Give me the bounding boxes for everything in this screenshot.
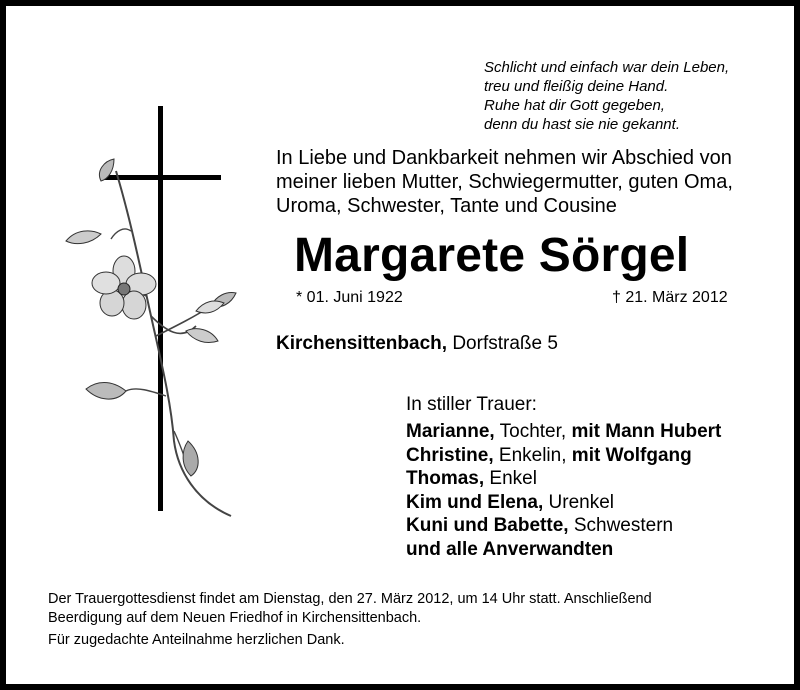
mourner-row bbox=[406, 538, 721, 562]
poem-line: denn du hast sie nie gekannt. bbox=[484, 116, 680, 133]
intro-line: meiner lieben Mutter, Schwiegermutter, guten Oma, bbox=[276, 171, 733, 193]
service-line: Beerdigung auf dem Neuen Friedhof in Kirchensittenbach. bbox=[48, 610, 422, 626]
poem-line: Ruhe hat dir Gott gegeben, bbox=[484, 97, 665, 114]
mourner-name: Kuni und Babette, bbox=[406, 515, 569, 536]
thanks-text: Für zugedachte Anteilnahme herzlichen Dank. bbox=[48, 632, 345, 648]
intro-line: Uroma, Schwester, Tante und Cousine bbox=[276, 195, 617, 217]
mourner-name: und alle Anverwandten bbox=[406, 538, 614, 560]
mourner-relation: Schwestern bbox=[573, 515, 674, 536]
mourner-relation: Enkel bbox=[489, 468, 537, 489]
address-place: Kirchensittenbach, bbox=[276, 333, 448, 354]
poem-line: Schlicht und einfach war dein Leben, bbox=[484, 59, 730, 76]
birth-date: * 01. Juni 1922 bbox=[296, 289, 403, 306]
mourner-extra: mit Wolfgang bbox=[571, 444, 692, 466]
death-date: † 21. März 2012 bbox=[612, 289, 728, 306]
mourners-list bbox=[406, 420, 721, 561]
address bbox=[276, 333, 558, 355]
address-street: Dorfstraße 5 bbox=[452, 333, 558, 354]
mourner-name: Kim und Elena, bbox=[406, 491, 544, 513]
poem bbox=[484, 58, 774, 134]
cross-with-flower-icon bbox=[56, 101, 256, 531]
mourner-name: Christine, bbox=[406, 444, 494, 466]
service-info bbox=[48, 590, 788, 628]
mourner-row bbox=[406, 514, 721, 538]
mourner-name: Marianne, bbox=[406, 421, 495, 442]
mourner-row bbox=[406, 467, 721, 491]
deceased-name: Margarete Sörgel bbox=[294, 229, 690, 282]
mourner-row bbox=[406, 491, 721, 515]
mourner-relation: Enkelin, bbox=[498, 444, 567, 466]
mourner-relation: Tochter, bbox=[499, 421, 567, 442]
mourner-relation: Urenkel bbox=[548, 491, 615, 513]
service-line: Der Trauergottesdienst findet am Dienstag, den 27. März 2012, um 14 Uhr statt. Anschließend bbox=[48, 591, 652, 607]
intro-line: In Liebe und Dankbarkeit nehmen wir Abschied von bbox=[276, 147, 732, 169]
poem-line: treu und fleißig deine Hand. bbox=[484, 78, 669, 95]
intro-text bbox=[276, 146, 786, 218]
mourner-name: Thomas, bbox=[406, 468, 485, 489]
mourner-extra: mit Mann Hubert bbox=[571, 421, 722, 442]
mourner-row bbox=[406, 444, 721, 468]
mourners-title: In stiller Trauer: bbox=[406, 394, 537, 415]
mourner-row bbox=[406, 420, 721, 444]
